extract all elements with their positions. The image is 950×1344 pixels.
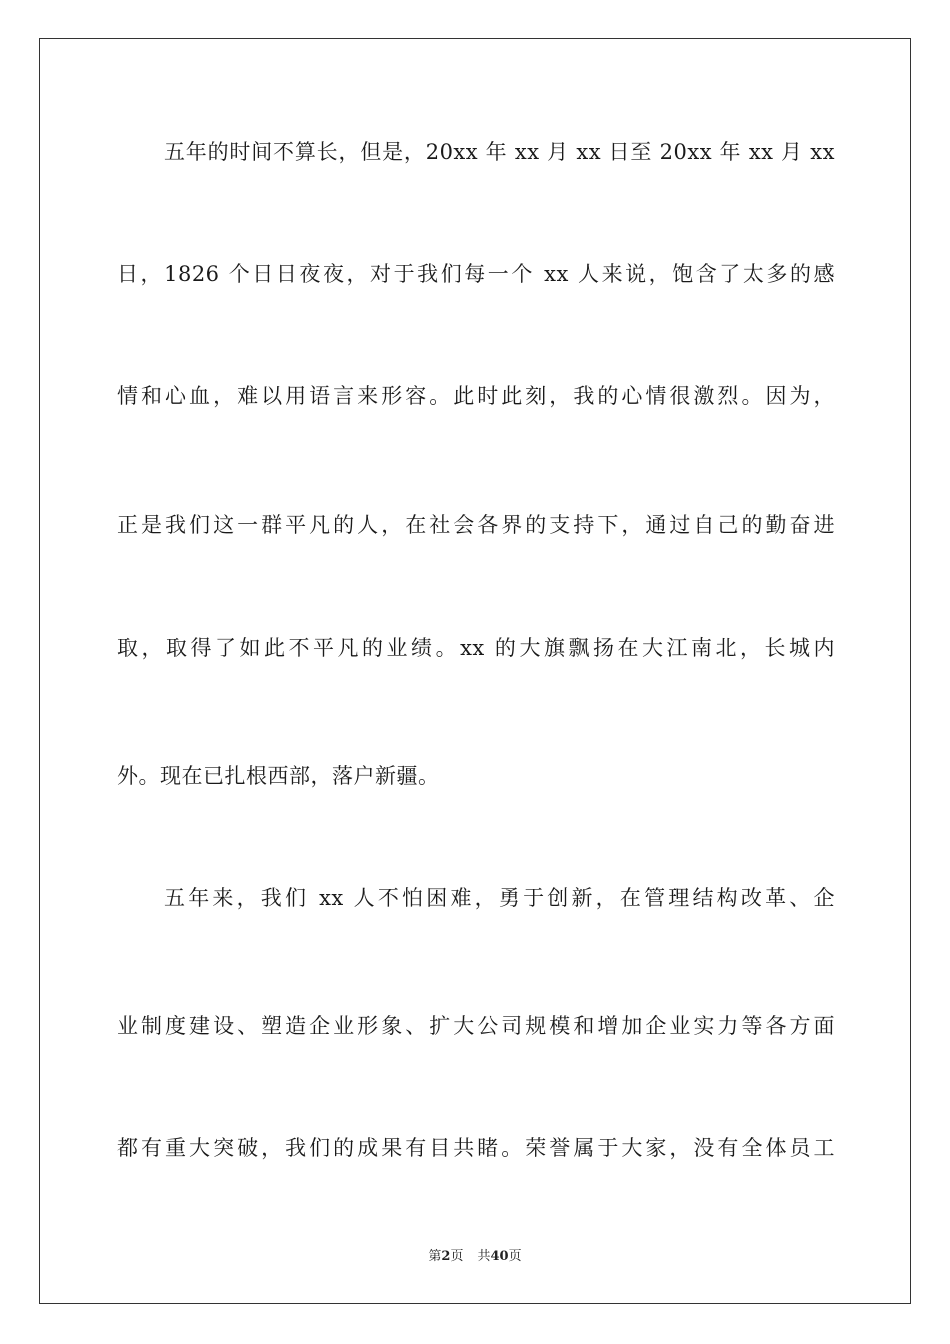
page-number: 2	[441, 1249, 451, 1264]
paragraph-1-line-6: 外。现在已扎根西部，落户新疆。	[117, 764, 440, 788]
page-border	[39, 38, 911, 1304]
paragraph-1-line-4: 正是我们这一群平凡的人，在社会各界的支持下，通过自己的勤奋进	[117, 513, 835, 537]
paragraph-2-line-2: 业制度建设、塑造企业形象、扩大公司规模和增加企业实力等各方面	[117, 1014, 835, 1038]
paragraph-1-line-1: 五年的时间不算长，但是，20xx 年 xx 月 xx 日至 20xx 年 xx 月 xx	[164, 140, 835, 164]
paragraph-2-line-3: 都有重大突破，我们的成果有目共睹。荣誉属于大家，没有全体员工	[117, 1136, 835, 1160]
page-suffix: 页	[450, 1249, 464, 1264]
total-pages: 40	[490, 1249, 509, 1264]
total-prefix: 共	[477, 1249, 491, 1264]
paragraph-1-line-5: 取，取得了如此不平凡的业绩。xx 的大旗飘扬在大江南北，长城内	[117, 636, 835, 660]
total-suffix: 页	[508, 1249, 522, 1264]
paragraph-1-line-3: 情和心血，难以用语言来形容。此时此刻，我的心情很激烈。因为，	[117, 384, 835, 408]
paragraph-1-line-2: 日，1826 个日日夜夜，对于我们每一个 xx 人来说，饱含了太多的感	[117, 262, 835, 286]
page-prefix: 第	[428, 1249, 442, 1264]
paragraph-2-line-1: 五年来，我们 xx 人不怕困难，勇于创新，在管理结构改革、企	[164, 886, 835, 910]
page-footer	[0, 1248, 950, 1266]
